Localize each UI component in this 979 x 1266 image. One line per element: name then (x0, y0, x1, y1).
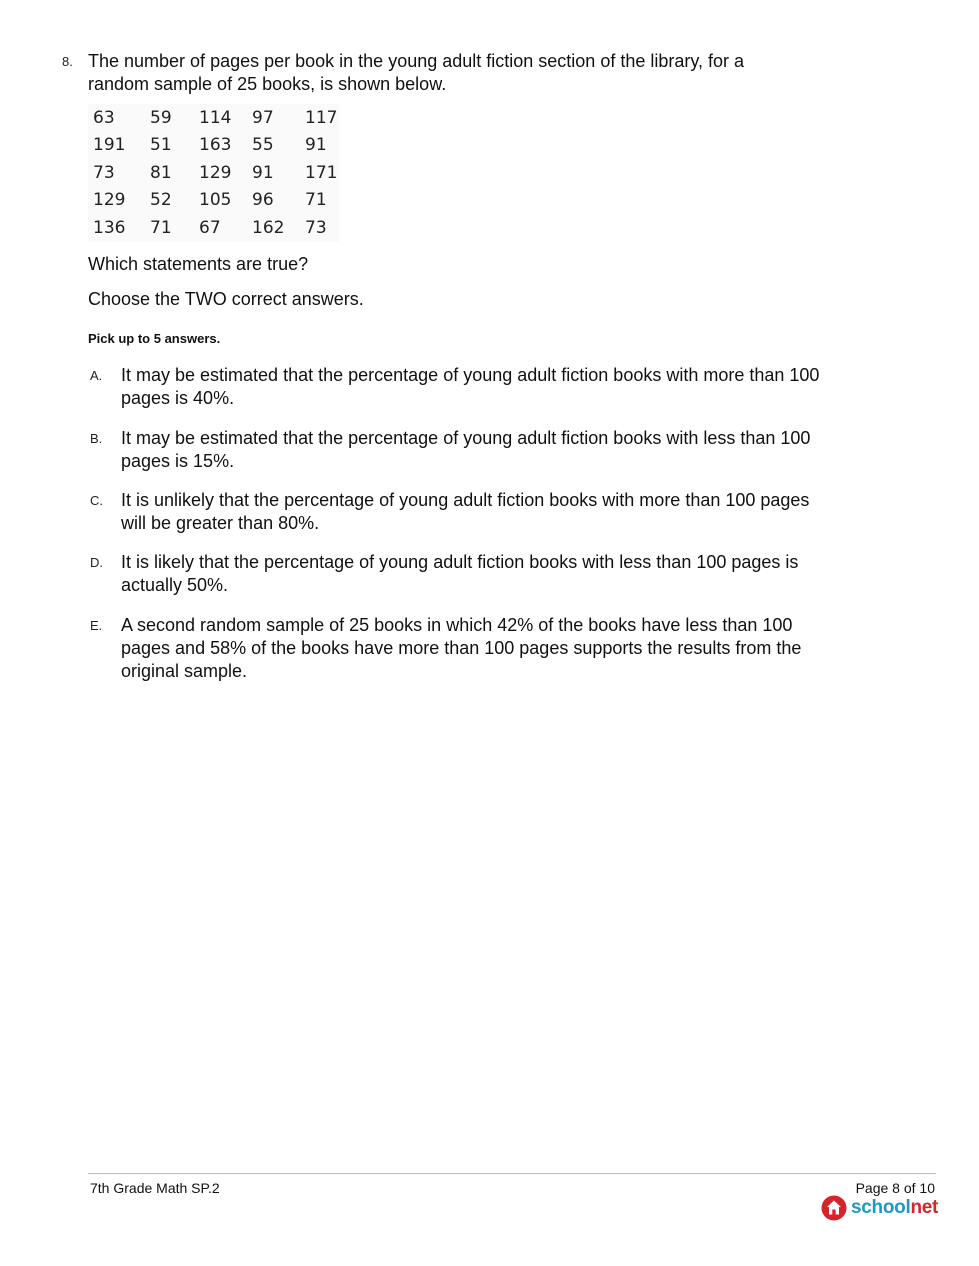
table-cell: 129 (93, 190, 126, 211)
question-prompt: Which statements are true? (88, 254, 309, 274)
table-cell: 71 (305, 190, 327, 211)
footer-page-number: Page 8 of 10 (855, 1180, 935, 1196)
table-cell: 96 (252, 190, 274, 211)
table-cell: 73 (93, 162, 115, 183)
table-row (88, 187, 339, 215)
table-cell: 71 (150, 217, 172, 238)
table-cell: 67 (199, 217, 221, 238)
footer-course-title: 7th Grade Math SP.2 (90, 1180, 220, 1196)
table-cell: 114 (199, 107, 232, 128)
choice-text: A second random sample of 25 books in which 42% of the books have less than 100 pages and 58% of the books have more than 100 pages supports the results from the original sample. (121, 615, 802, 681)
choice-letter: E. (90, 618, 103, 633)
table-cell: 73 (305, 217, 327, 238)
choice-letter: B. (90, 431, 103, 446)
choice-text: It is likely that the percentage of young adult fiction books with less than 100 pages is actually 50%. (121, 552, 799, 595)
logo-wordmark (851, 1197, 938, 1219)
question-instruction: Choose the TWO correct answers. (88, 289, 364, 309)
choice-text: It is unlikely that the percentage of young adult fiction books with more than 100 pages will be greater than 80%. (121, 490, 810, 533)
choice-letter: D. (90, 555, 103, 570)
table-cell: 105 (199, 190, 232, 211)
choice-letter: A. (90, 368, 103, 383)
table-row (88, 214, 339, 242)
pick-limit-note: Pick up to 5 answers. (88, 331, 221, 346)
logo-text-net: net (910, 1197, 939, 1218)
table-cell: 52 (150, 190, 172, 211)
table-cell: 171 (305, 162, 338, 183)
table-cell: 63 (93, 107, 115, 128)
table-cell: 51 (150, 135, 172, 156)
table-cell: 59 (150, 107, 172, 128)
schoolnet-logo (821, 1195, 938, 1221)
question-number: 8. (62, 54, 73, 69)
table-cell: 163 (199, 135, 232, 156)
table-cell: 81 (150, 162, 172, 183)
choice-letter: C. (90, 493, 103, 508)
question-stem: The number of pages per book in the young adult fiction section of the library, for a random sample of 25 books, is shown below. (88, 51, 745, 94)
table-cell: 91 (252, 162, 274, 183)
table-row (88, 104, 339, 132)
house-icon (821, 1195, 847, 1221)
logo-text-school: school (851, 1197, 911, 1218)
table-cell: 136 (93, 217, 126, 238)
table-row (88, 159, 339, 187)
table-cell: 162 (252, 217, 285, 238)
footer-divider (88, 1173, 936, 1174)
table-cell: 129 (199, 162, 232, 183)
table-cell: 191 (93, 135, 126, 156)
pages-data-table (88, 104, 339, 242)
table-cell: 97 (252, 107, 274, 128)
table-row (88, 132, 339, 160)
choice-text: It may be estimated that the percentage of young adult fiction books with more than 100 pages is 40%. (121, 365, 820, 408)
table-cell: 91 (305, 135, 327, 156)
table-cell: 55 (252, 135, 274, 156)
choice-text: It may be estimated that the percentage of young adult fiction books with less than 100 pages is 15%. (121, 428, 811, 471)
table-cell: 117 (305, 107, 338, 128)
